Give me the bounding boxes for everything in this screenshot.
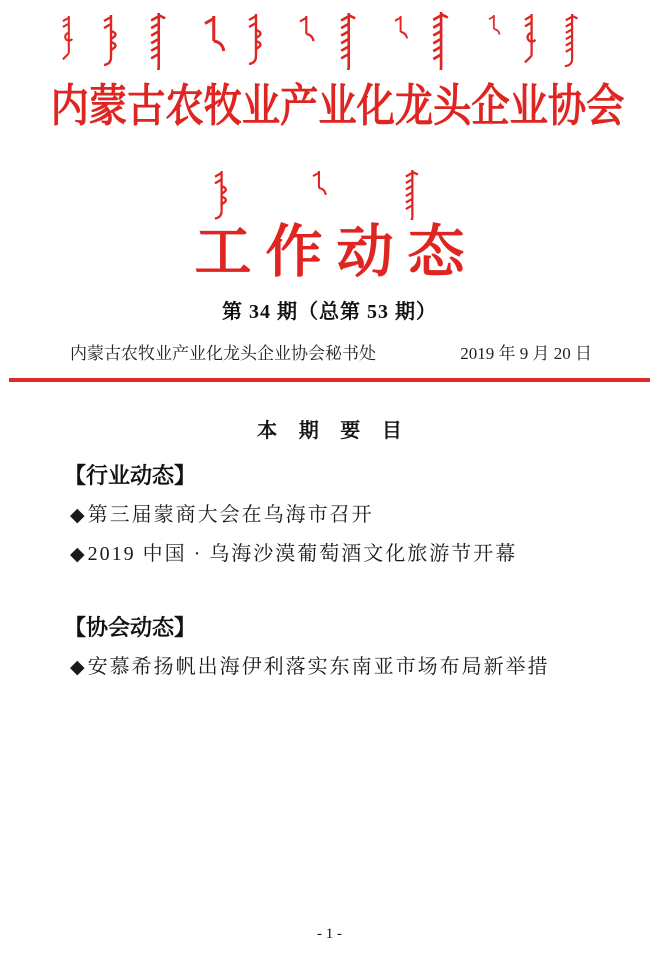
mongolian-script-banner-icon <box>0 2 659 70</box>
diamond-bullet-icon: ◆ <box>70 505 87 526</box>
association-title <box>0 80 659 132</box>
toc-item <box>0 502 659 529</box>
mongolian-script-small-banner-icon <box>0 168 659 220</box>
toc-item-text: 2019 中国 · 乌海沙漠葡萄酒文化旅游节开幕 <box>87 543 518 565</box>
toc-heading: 本 期 要 目 <box>257 420 410 442</box>
toc-item-text: 第三届蒙商大会在乌海市召开 <box>87 504 374 526</box>
publication-info-line <box>0 342 659 366</box>
publication-date: 2019 年 9 月 20 日 <box>460 344 592 363</box>
diamond-bullet-icon: ◆ <box>70 544 87 565</box>
diamond-bullet-icon: ◆ <box>70 657 87 678</box>
bulletin-title: 工作动态 <box>194 221 479 284</box>
page-number: - 1 - <box>317 926 342 942</box>
section-title-association: 【协会动态】 <box>64 615 197 640</box>
toc-item <box>0 541 659 568</box>
toc-item-text: 安慕希扬帆出海伊利落实东南亚市场布局新举措 <box>87 656 550 678</box>
publisher-name: 内蒙古农牧业产业化龙头企业协会秘书处 <box>70 344 376 363</box>
issue-number-line: 第 34 期（总第 53 期） <box>222 301 437 323</box>
association-title-text: 内蒙古农牧业产业化龙头企业协会 <box>50 81 625 131</box>
toc-item <box>0 654 659 681</box>
section-title-industry: 【行业动态】 <box>64 463 197 488</box>
masthead-divider-rule <box>9 378 650 382</box>
